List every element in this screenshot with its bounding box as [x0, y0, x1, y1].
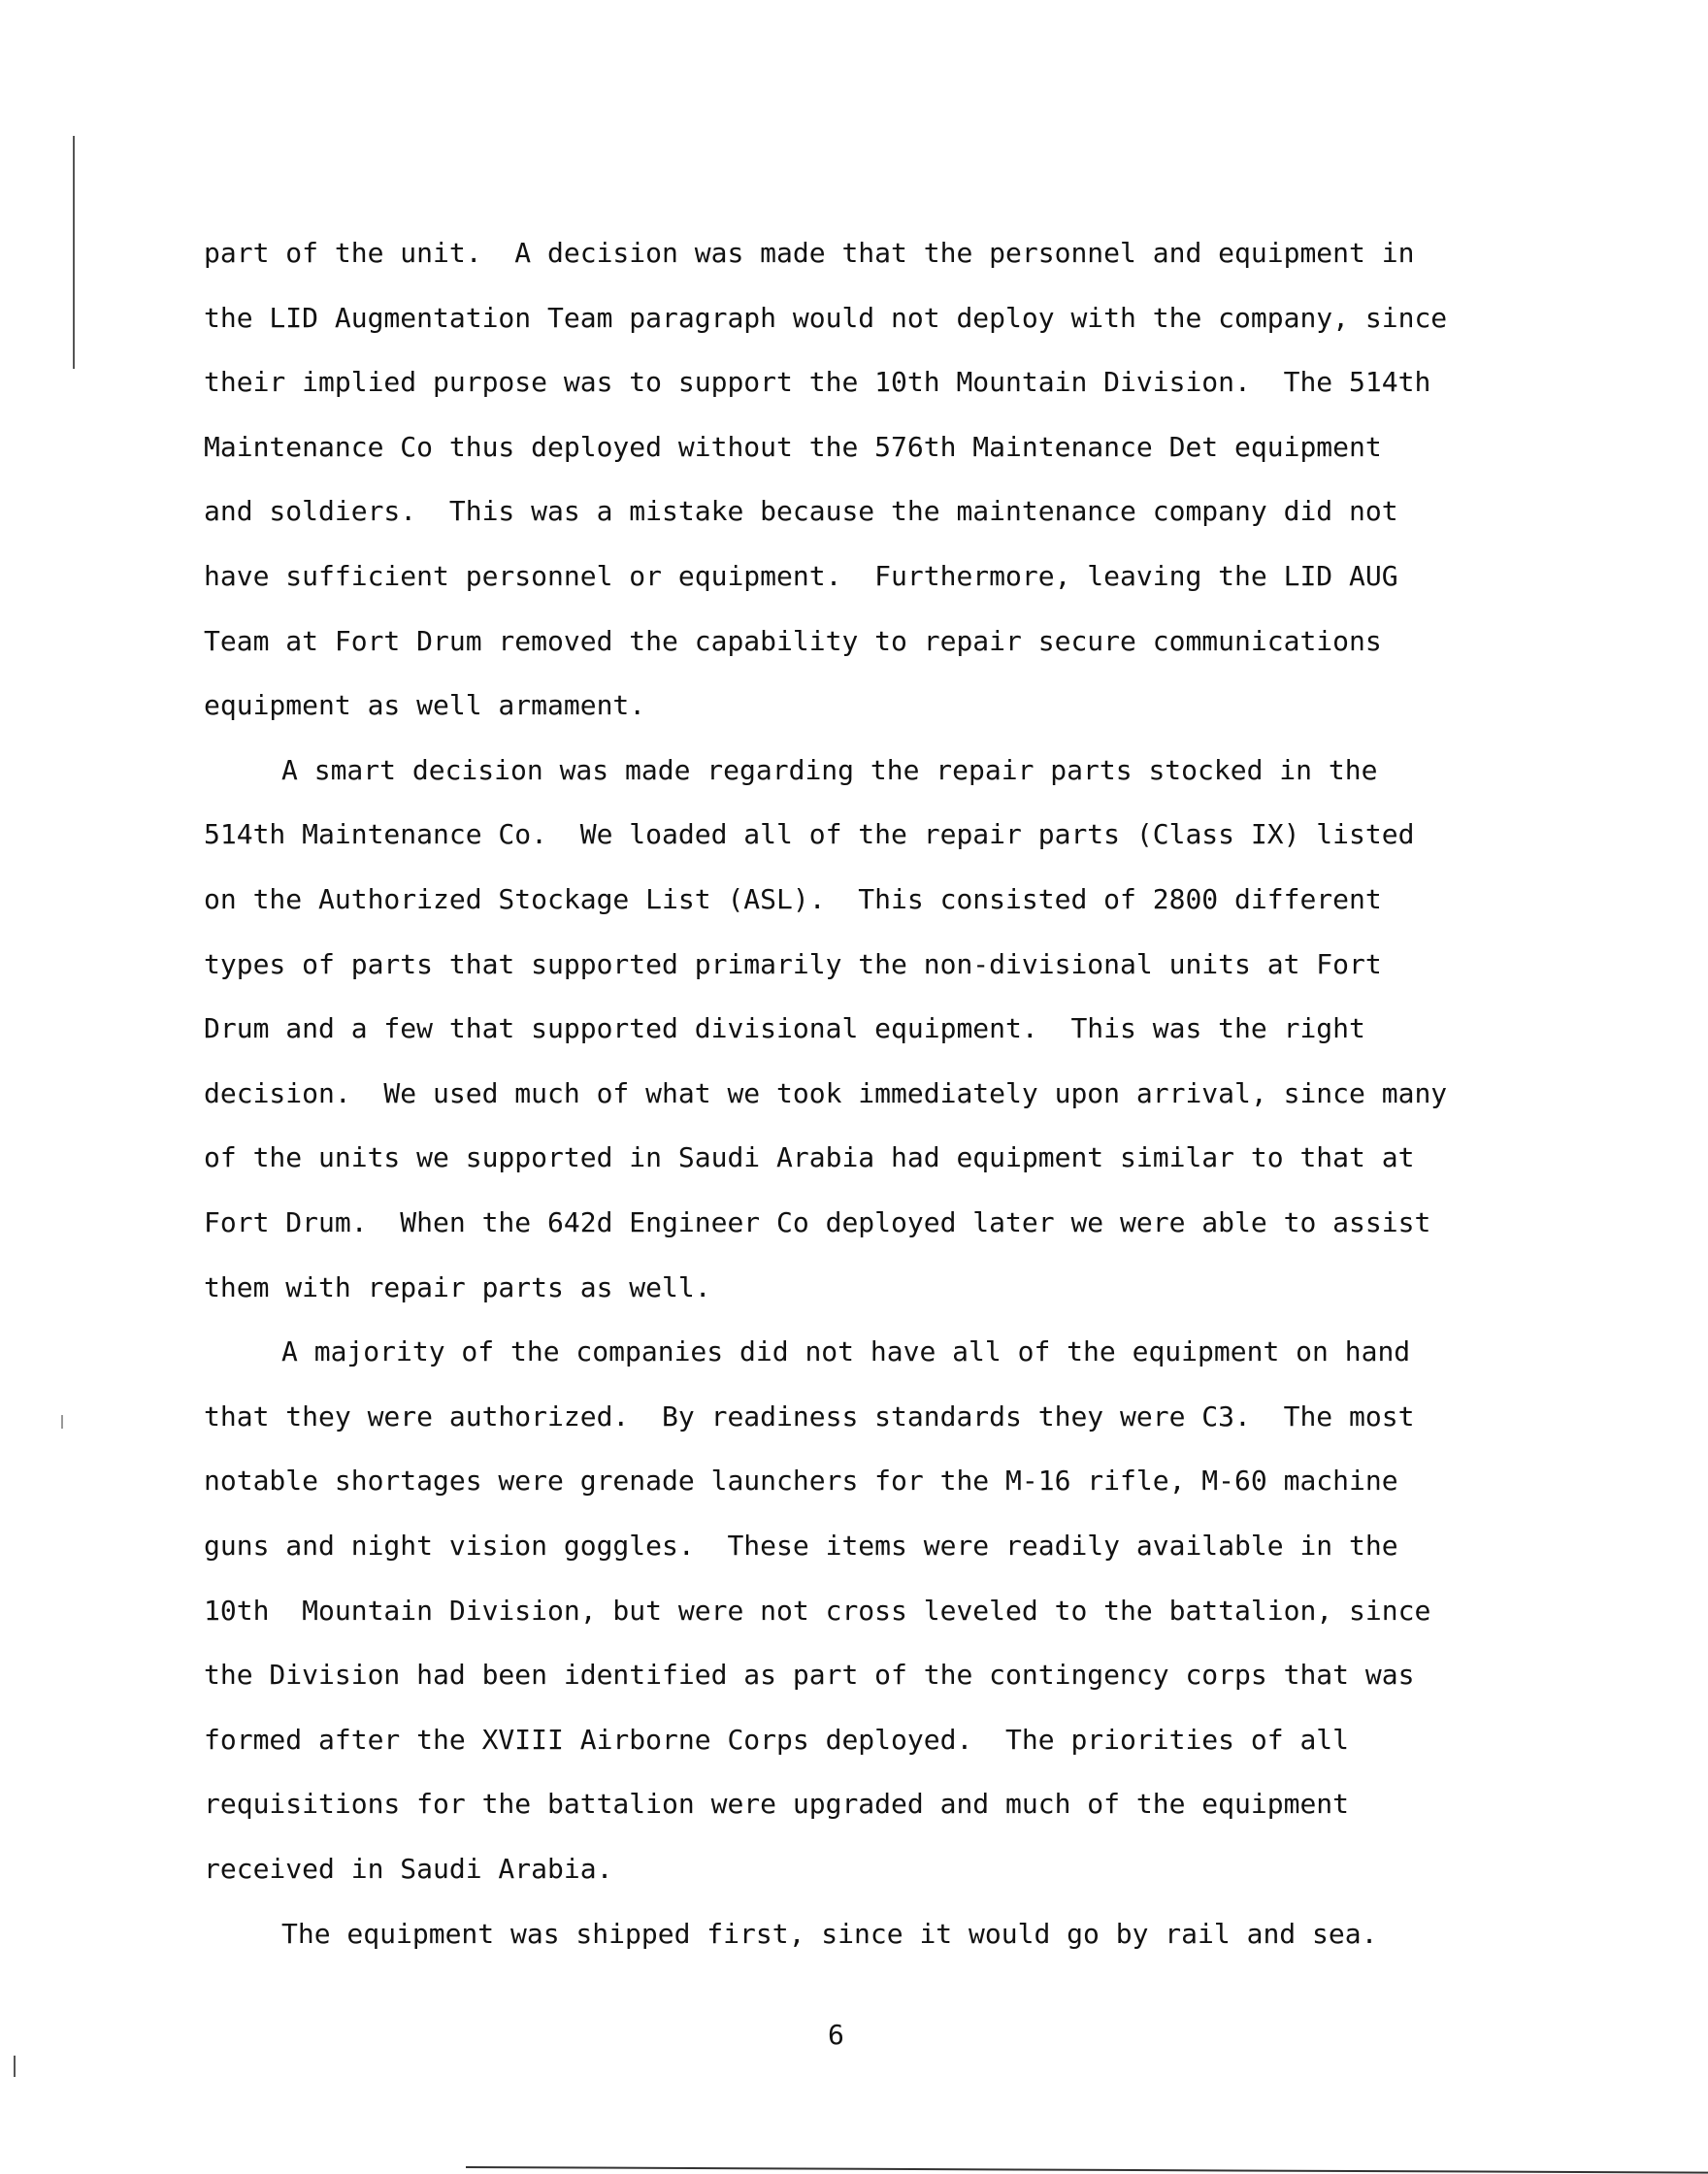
- text-line: Drum and a few that supported divisional equipment. This was the right: [204, 1012, 1365, 1045]
- text-line: and soldiers. This was a mistake because the maintenance company did not: [204, 495, 1398, 528]
- margin-tick: [61, 1415, 63, 1429]
- text-line: Fort Drum. When the 642d Engineer Co deployed later we were able to assist: [204, 1206, 1431, 1238]
- page-number: 6: [828, 2019, 844, 2051]
- text-line: their implied purpose was to support the 10th Mountain Division. The 514th: [204, 366, 1431, 399]
- text-line: 10th Mountain Division, but were not cross leveled to the battalion, since: [204, 1594, 1431, 1627]
- text-line: the Division had been identified as part of the contingency corps that was: [204, 1659, 1415, 1692]
- text-line: that they were authorized. By readiness standards they were C3. The most: [204, 1400, 1415, 1433]
- text-line: the LID Augmentation Team paragraph would not deploy with the company, since: [204, 301, 1448, 334]
- text-line: notable shortages were grenade launchers for the M-16 rifle, M-60 machine: [204, 1465, 1398, 1498]
- bottom-scan-edge: [466, 2166, 1708, 2174]
- text-line: have sufficient personnel or equipment. Furthermore, leaving the LID AUG: [204, 560, 1398, 592]
- text-line: Maintenance Co thus deployed without the 576th Maintenance Det equipment: [204, 430, 1382, 463]
- text-line: A smart decision was made regarding the repair parts stocked in the: [281, 753, 1378, 786]
- text-line: part of the unit. A decision was made that the personnel and equipment in: [204, 237, 1415, 269]
- text-line: them with repair parts as well.: [204, 1270, 711, 1303]
- text-line: guns and night vision goggles. These items were readily available in the: [204, 1530, 1398, 1562]
- text-line: types of parts that supported primarily the non-divisional units at Fort: [204, 947, 1382, 980]
- margin-line: [73, 136, 75, 369]
- text-line: received in Saudi Arabia.: [204, 1853, 613, 1885]
- text-line: on the Authorized Stockage List (ASL). This consisted of 2800 different: [204, 883, 1382, 915]
- text-line: The equipment was shipped first, since it would go by rail and sea.: [281, 1917, 1378, 1950]
- text-line: A majority of the companies did not have all of the equipment on hand: [281, 1335, 1411, 1368]
- text-line: equipment as well armament.: [204, 689, 646, 722]
- text-line: requisitions for the battalion were upgraded and much of the equipment: [204, 1788, 1350, 1821]
- margin-tick: [14, 2056, 16, 2077]
- text-line: decision. We used much of what we took immediately upon arrival, since many: [204, 1076, 1448, 1109]
- text-line: formed after the XVIII Airborne Corps deployed. The priorities of all: [204, 1723, 1350, 1756]
- text-line: of the units we supported in Saudi Arabia had equipment similar to that at: [204, 1141, 1415, 1174]
- text-line: 514th Maintenance Co. We loaded all of the repair parts (Class IX) listed: [204, 818, 1415, 851]
- text-line: Team at Fort Drum removed the capability to repair secure communications: [204, 624, 1382, 657]
